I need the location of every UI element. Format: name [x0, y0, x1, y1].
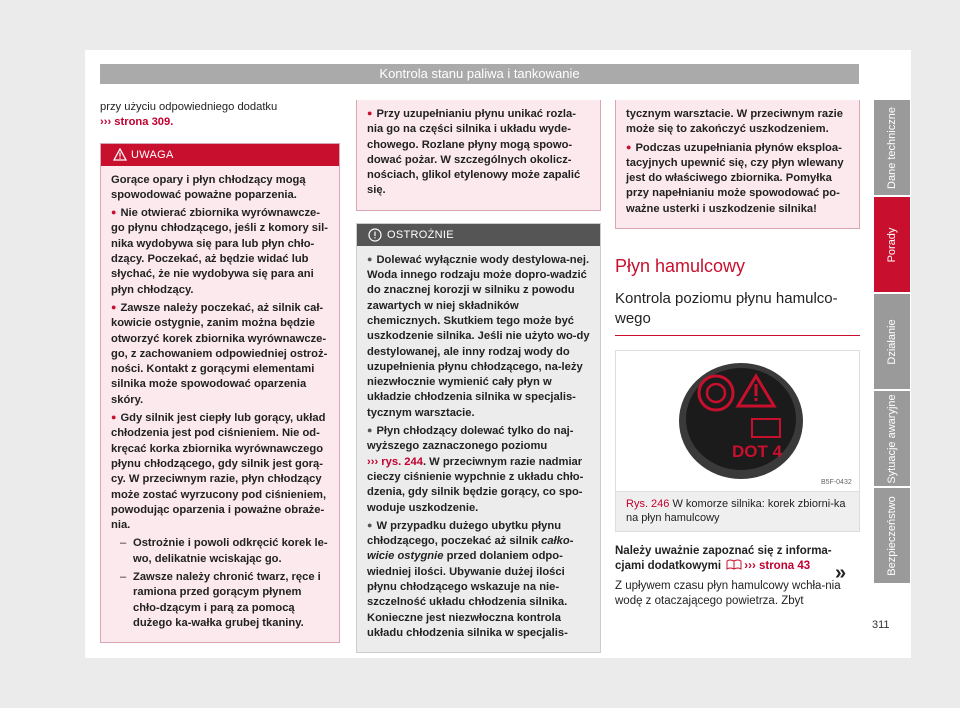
- column-1: [100, 100, 340, 643]
- warning-box-continued: [356, 100, 601, 211]
- warning-body-continued: [357, 100, 600, 210]
- tab-dzialanie[interactable]: Działanie: [874, 294, 910, 389]
- tab-porady[interactable]: Porady: [874, 197, 910, 292]
- figure-ref-link[interactable]: ››› rys. 244: [367, 455, 423, 468]
- page-header: Kontrola stanu paliwa i tankowanie: [100, 64, 859, 84]
- tab-dane-techniczne[interactable]: Dane techniczne: [874, 100, 910, 195]
- warning-intro: Gorące opary i płyn chłodzący mogą spowodować poważne poparzenia.: [111, 173, 306, 201]
- page-ref-link[interactable]: ››› strona 43: [724, 560, 810, 572]
- column-3: [615, 100, 860, 609]
- figure-caption: Rys. 246 W komorze silnika: korek zbiorni-ka na płyn hamulcowy: [615, 492, 860, 532]
- warning-bullet: ● Gdy silnik jest ciepły lub gorący, układ chłodzenia jest pod ciśnieniem. Nie od-kręcać korka zbiornika wyrównawczego płynu chłodzącego, gdy silnik jest gorą-cy. W przeciwnym razie, płyn chłodzący może zostać wyrzucony pod ciśnieniem, powodując oparzenia i poważne obraże-nia.: [111, 411, 329, 533]
- warning-subitem: – Zawsze należy chronić twarz, ręce i ramiona przed gorącym płynem chło-dzącym i parą za pomocą dużego ka-wałka grubej tkaniny.: [111, 570, 329, 631]
- brake-fluid-cap-illustration: [616, 351, 859, 491]
- warning-continued-text: tycznym warsztacie. W przeciwnym razie może się to zakończyć uszkodzeniem.: [626, 108, 843, 136]
- intro-ref-link[interactable]: ››› strona 309.: [100, 116, 174, 129]
- warning-subitem: – Ostrożnie i powoli odkręcić korek le-wo, delikatnie wciskając go.: [111, 536, 329, 567]
- tab-sytuacje-awaryjne[interactable]: Sytuacje awaryjne: [874, 391, 910, 486]
- figure-code: B5F-0432: [821, 479, 852, 487]
- warning-bullet: ● Podczas uzupełniania płynów eksploa-tacyjnych upewnić się, czy płyn wlewany jest do właściwego zbiornika. Pomyłka przy napełnianiu może spowodować po-ważne usterki i uszkodzenie silnika!: [626, 141, 849, 217]
- body-bold-text: Należy uważnie zapoznać się z informa-cjami dodatkowymi ››› strona 43: [615, 545, 832, 573]
- page-number: 311: [872, 619, 890, 631]
- subsection-heading: Kontrola poziomu płynu hamulco-wego: [615, 289, 860, 336]
- caution-header: [357, 224, 600, 246]
- sidebar-tabs: [874, 100, 910, 585]
- warning-body: [101, 166, 339, 643]
- caution-box: [356, 223, 601, 653]
- figure-label: DOT 4: [732, 442, 783, 462]
- figure-brake-fluid-cap: [615, 350, 860, 492]
- column-2: [356, 100, 601, 653]
- caution-circle-icon: [368, 228, 382, 242]
- warning-bullet: ● Nie otwierać zbiornika wyrównawcze-go płynu chłodzącego, jeśli z komory sil-nika wydobywa się para lub płyn chło-dzący. Poczekać, aż będzie widać lub słychać, że nie wydobywa się para ani płyn chłodzący.: [111, 206, 329, 298]
- continue-mark: »: [835, 562, 847, 584]
- warning-box-continued: [615, 100, 860, 229]
- warning-bullet: ● Zawsze należy poczekać, aż silnik cał-kowicie ostygnie, zanim można będzie otworzyć korek zbiornika wyrównawcze-go, z zachowaniem odpowiedniej ostroż-ności. Kontakt z gorącymi elementami silnika może spowodować oparzenia skóry.: [111, 301, 329, 408]
- caution-bullet: ● Dolewać wyłącznie wody destylowa-nej. Woda innego rodzaju może dopro-wadzić do znacznej korozji w silniku z powodu zawartych w niej składników chemicznych. Skutkiem tego może być uszkodzenie silnika. Jeśli nie użyto wo-dy destylowanej, ale inny rodzaj wody do uzupełnienia płynu chłodzącego, na-leży niezwłocznie wymienić cały płyn w układzie chłodzenia silnika w specjalis-tycznym warsztacie.: [367, 253, 590, 421]
- warning-box: [100, 143, 340, 644]
- warning-triangle-icon: [113, 148, 127, 161]
- section-heading: Płyn hamulcowy: [615, 256, 746, 277]
- body-text: Z upływem czasu płyn hamulcowy wchła-nia wodę z otaczającego powietrza. Zbyt: [615, 579, 841, 607]
- caution-body: [357, 246, 600, 652]
- tab-bezpieczenstwo[interactable]: Bezpieczeństwo: [874, 488, 910, 583]
- warning-header: [101, 144, 339, 166]
- warning-title: UWAGA: [131, 148, 174, 161]
- caution-title: OSTROŻNIE: [387, 228, 454, 241]
- caution-bullet: ● W przypadku dużego ubytku płynu chłodzącego, poczekać aż silnik całko-wicie ostygnie przed dolaniem odpo-wiedniej ilości. Ubywanie dużej ilości płynu chłodzącego wskazuje na nie-szczelność układu chłodzenia silnika. Konieczne jest niezwłoczna kontrola układu chłodzenia silnika w specjalis-: [367, 519, 590, 641]
- intro-text: przy użyciu odpowiedniego dodatku ››› strona 309.: [100, 101, 278, 129]
- caution-bullet: ● Płyn chłodzący dolewać tylko do naj-wyższego zaznaczonego poziomu ››› rys. 244. W przeciwnym razie nadmiar cieczy ciśnienie wypchnie z układu chło-dzenia, gdy silnik będzie gorący, co spo-woduje uszkodzenie.: [367, 424, 590, 516]
- warning-bullet: ● Przy uzupełnianiu płynu unikać rozla-nia go na części silnika i układu wyde-chowego. Rozlane płyny mogą spowo-dować pożar. W szczególnych okolicz-nościach, glikol etylenowy może zapalić się.: [367, 107, 590, 199]
- warning-body-continued: [616, 100, 859, 228]
- book-icon: [726, 559, 742, 570]
- caption-ref: Rys. 246: [626, 498, 670, 511]
